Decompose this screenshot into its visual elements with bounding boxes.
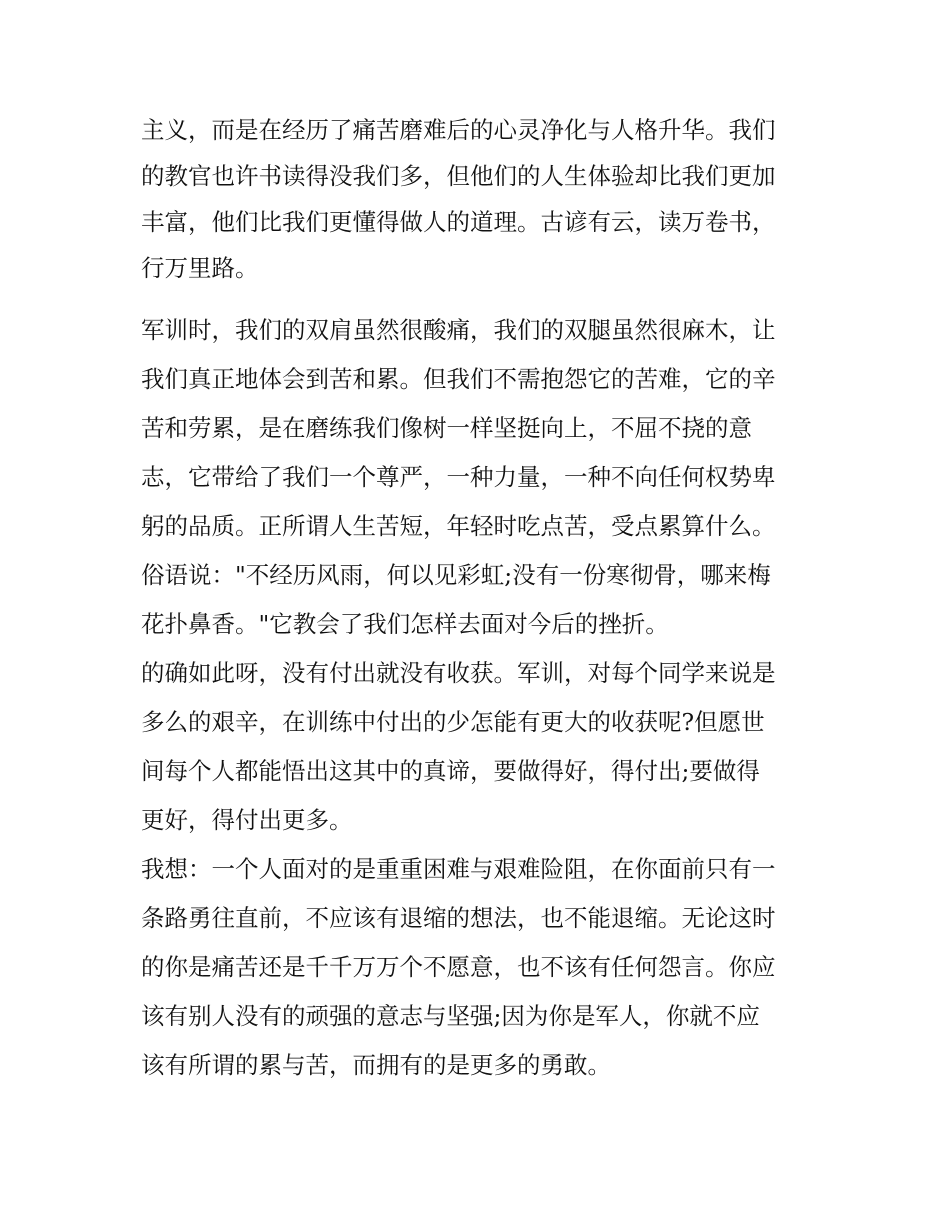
text-line: 俗语说："不经历风雨，何以见彩虹;没有一份寒彻骨，哪来梅 — [141, 561, 771, 589]
text-line: 条路勇往直前，不应该有退缩的想法，也不能退缩。无论这时 — [141, 904, 776, 932]
text-line: 间每个人都能悟出这其中的真谛，要做得好，得付出;要做得 — [141, 757, 760, 785]
text-line: 多么的艰辛，在训练中付出的少怎能有更大的收获呢?但愿世 — [141, 708, 765, 736]
text-line: 该有所谓的累与苦，而拥有的是更多的勇敢。 — [141, 1051, 611, 1079]
text-line: 行万里路。 — [141, 254, 259, 282]
text-line: 我想：一个人面对的是重重困难与艰难险阻，在你面前只有一 — [141, 855, 776, 883]
text-line: 志，它带给了我们一个尊严，一种力量，一种不向任何权势卑 — [141, 463, 776, 491]
text-line: 花扑鼻香。"它教会了我们怎样去面对今后的挫折。 — [141, 610, 669, 638]
text-line: 丰富，他们比我们更懂得做人的道理。古谚有云，读万卷书， — [141, 208, 776, 236]
text-line: 我们真正地体会到苦和累。但我们不需抱怨它的苦难，它的辛 — [141, 365, 776, 393]
text-line: 更好，得付出更多。 — [141, 806, 353, 834]
text-line: 的你是痛苦还是千千万万个不愿意，也不该有任何怨言。你应 — [141, 953, 776, 981]
text-line: 该有别人没有的顽强的意志与坚强;因为你是军人，你就不应 — [141, 1002, 760, 1030]
text-line: 的确如此呀，没有付出就没有收获。军训，对每个同学来说是 — [141, 659, 776, 687]
text-line: 军训时，我们的双肩虽然很酸痛，我们的双腿虽然很麻木，让 — [141, 316, 776, 344]
text-line: 主义，而是在经历了痛苦磨难后的心灵净化与人格升华。我们 — [141, 116, 776, 144]
text-line: 的教官也许书读得没我们多，但他们的人生体验却比我们更加 — [141, 162, 776, 190]
text-line: 躬的品质。正所谓人生苦短，年轻时吃点苦，受点累算什么。 — [141, 512, 776, 540]
text-line: 苦和劳累，是在磨练我们像树一样坚挺向上，不屈不挠的意 — [141, 414, 752, 442]
